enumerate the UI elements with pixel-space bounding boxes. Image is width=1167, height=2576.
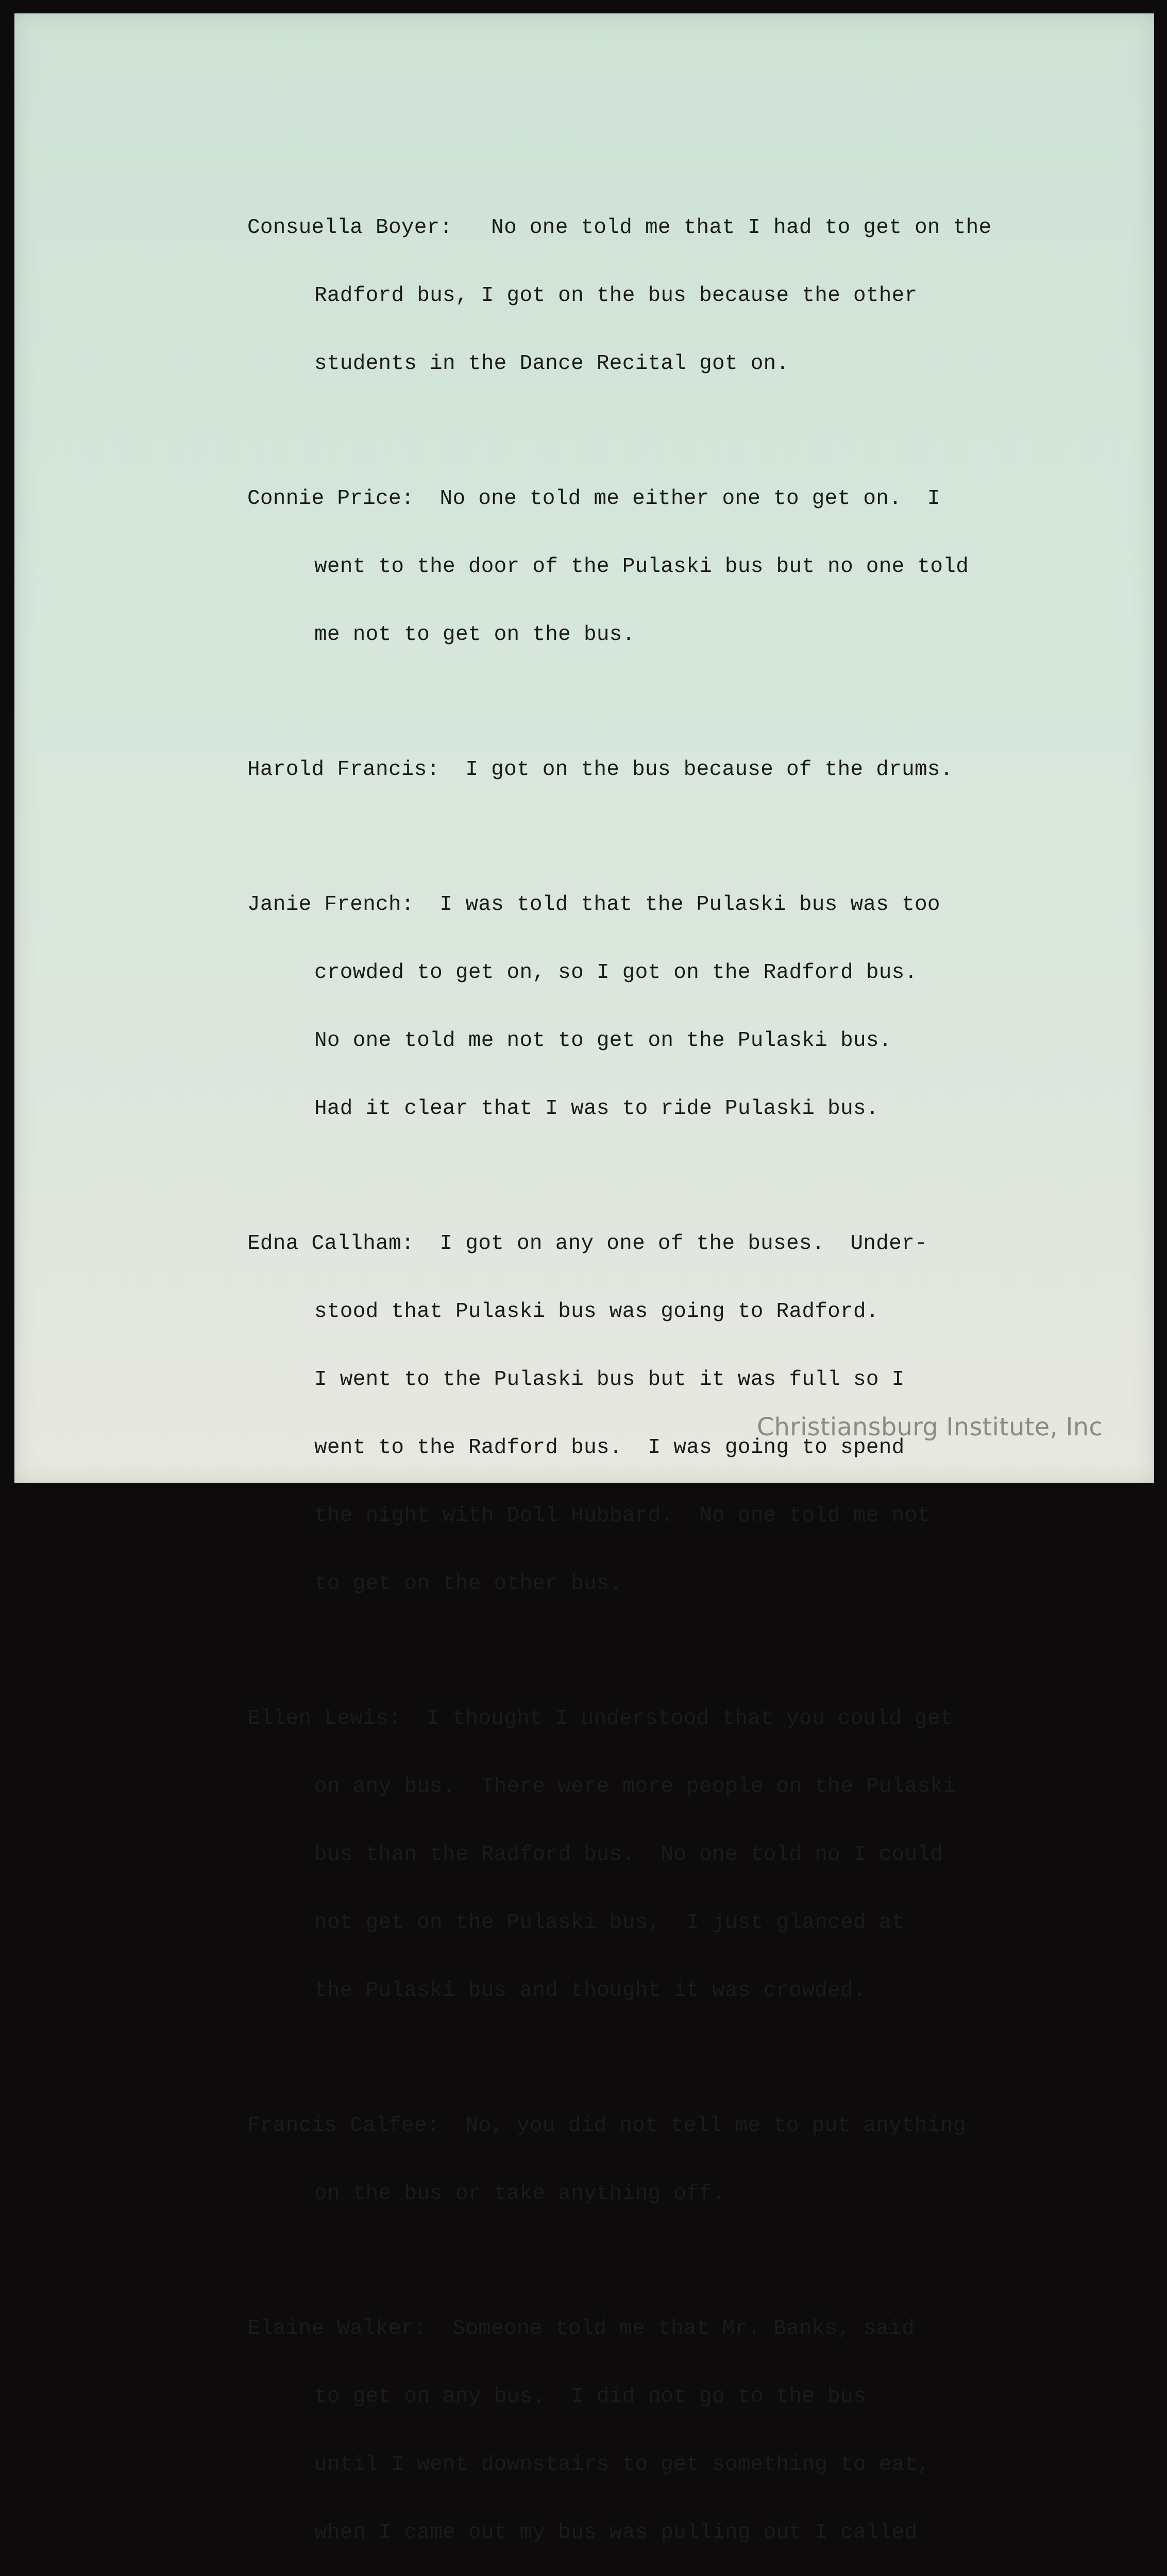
statement-line: Radford bus, I got on the bus because the other <box>314 284 918 308</box>
statement-line: the Pulaski bus and thought it was crowded. <box>314 1979 866 2003</box>
statement-line: me not to get on the bus. <box>314 623 635 647</box>
statement-line: Harold Francis: I got on the bus because of the drums. <box>247 758 953 782</box>
statement-line: crowded to get on, so I got on the Radford bus. <box>314 961 918 985</box>
spacer <box>247 420 1051 442</box>
statement-line: stood that Pulaski bus was going to Radford. <box>314 1300 879 1324</box>
statement-line: to get on any bus. I did not go to the bus <box>314 2385 866 2409</box>
spacer <box>247 1640 1051 1662</box>
statement-line: when I came out my bus was pulling out I called <box>314 2521 918 2545</box>
statement-harold-francis <box>247 713 1051 826</box>
statements-list <box>247 171 1051 2576</box>
statement-janie-french <box>247 848 1051 1165</box>
statement-line: to get on the other bus. <box>314 1572 622 1596</box>
spacer <box>247 826 1051 848</box>
statement-line: Had it clear that I was to ride Pulaski bus. <box>314 1097 879 1121</box>
statement-line: on any bus. There were more people on the Pulaski <box>314 1775 956 1799</box>
statement-ellen-lewis <box>247 1662 1051 2047</box>
statement-line: not get on the Pulaski bus, I just glanced at <box>314 1911 905 1935</box>
statement-line: Francis Calfee: No, you did not tell me to put anything <box>247 2114 966 2138</box>
statement-line: Connie Price: No one told me either one to get on. I <box>247 487 940 511</box>
document-page <box>14 13 1154 2545</box>
watermark-text: Christiansburg Institute, Inc <box>756 1413 1103 1442</box>
spacer <box>247 2047 1051 2069</box>
statement-line: students in the Dance Recital got on. <box>314 352 789 376</box>
statement-line: until I went downstairs to get something to eat, <box>314 2453 931 2477</box>
statement-line: on the bus or take anything off. <box>314 2182 725 2206</box>
statement-elaine-walker <box>247 2272 1051 2576</box>
statement-francis-calfee <box>247 2069 1051 2250</box>
statement-line: No one told me not to get on the Pulaski bus. <box>314 1029 892 1053</box>
statement-line: Edna Callham: I got on any one of the buses. Under- <box>247 1232 927 1256</box>
statement-line: Janie French: I was told that the Pulaski bus was too <box>247 893 940 917</box>
statement-line: Elaine Walker: Someone told me that Mr. Banks, said <box>247 2317 915 2341</box>
spacer <box>247 2250 1051 2272</box>
statement-line: the night with Doll Hubbard. No one told me not <box>314 1504 931 1528</box>
statement-connie-price <box>247 442 1051 691</box>
spacer <box>247 1165 1051 1187</box>
statement-line: bus than the Radford bus. No one told no I could <box>314 1843 943 1867</box>
spacer <box>247 691 1051 713</box>
statement-line: went to the door of the Pulaski bus but no one told <box>314 555 969 579</box>
statement-line: Ellen Lewis: I thought I understood that you could get <box>247 1707 953 1731</box>
statement-line: Consuella Boyer: No one told me that I had to get on the <box>247 216 992 240</box>
statement-line: went to the Radford bus. I was going to spend <box>314 1436 905 1460</box>
statement-line: I went to the Pulaski bus but it was full so I <box>314 1368 905 1392</box>
statement-consuella-boyer <box>247 171 1051 420</box>
